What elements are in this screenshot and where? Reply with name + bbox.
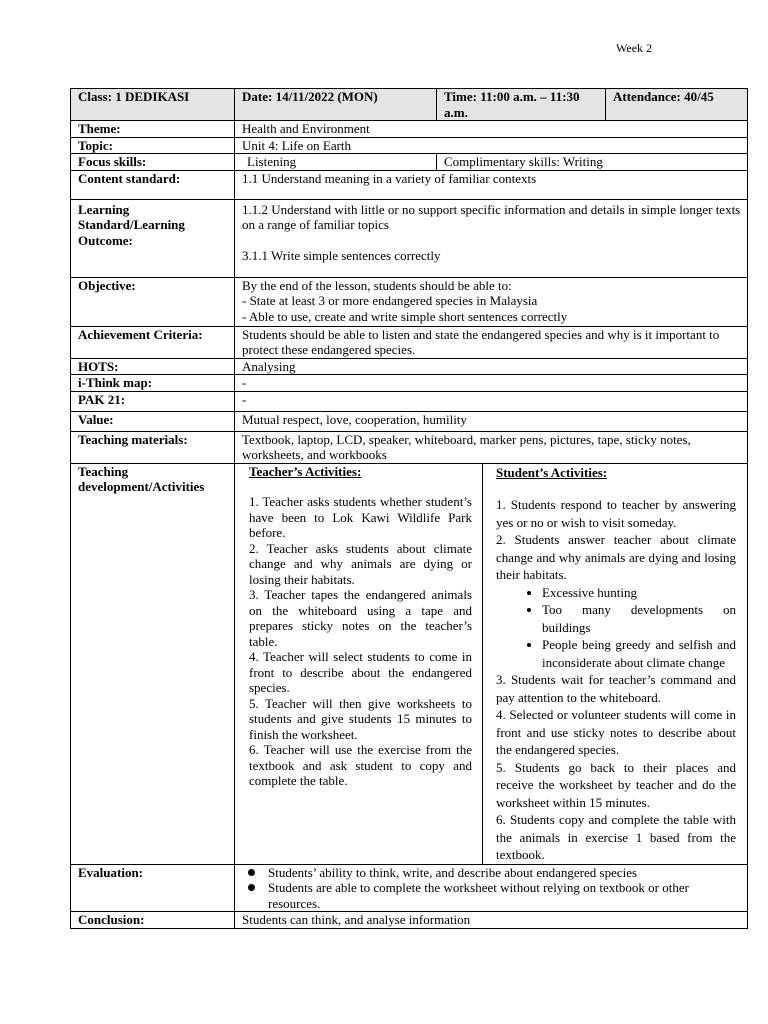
theme-label: Theme: — [71, 121, 235, 138]
complimentary-skills-value: Complimentary skills: Writing — [437, 154, 748, 171]
learning-standard-value — [235, 199, 748, 277]
evaluation-list — [242, 865, 743, 912]
achievement-criteria-label: Achievement Criteria: — [71, 326, 235, 358]
pak21-label: PAK 21: — [71, 391, 235, 411]
teacher-activity-3: 3. Teacher tapes the endangered animals on the whiteboard using a tape and prepares sticky notes on the teacher’s table. — [249, 587, 472, 649]
achievement-criteria-value: Students should be able to listen and state the endangered species and why is it important to protect these endangered species. — [235, 326, 748, 358]
evaluation-value — [235, 864, 748, 912]
teacher-activities-cell — [235, 463, 483, 864]
student-activity-5: 5. Students go back to their places and receive the worksheet by teacher and do the worksheet within 15 minutes. — [496, 759, 737, 810]
list-item: • Excessive hunting — [542, 584, 736, 602]
teacher-activity-2: 2. Teacher asks students about climate change and why animals are dying or losing their habitats. — [249, 540, 472, 587]
objective-line-2: - State at least 3 or more endangered species in Malaysia — [242, 293, 538, 308]
value-value: Mutual respect, love, cooperation, humility — [235, 411, 748, 431]
ithink-map-value: - — [235, 375, 748, 392]
student-activities-heading: Student’s Activities: — [496, 464, 608, 480]
teacher-activity-4: 4. Teacher will select students to come in front to describe about the endangered species. — [249, 649, 472, 695]
list-item: • People being greedy and selfish and inconsiderate about climate change — [542, 636, 736, 671]
student-activity-2: 2. Students answer teacher about climate change and why animals are dying and losing their habitats. — [496, 532, 737, 582]
topic-value: Unit 4: Life on Earth — [235, 137, 748, 154]
learning-standard-2: 3.1.1 Write simple sentences correctly — [242, 247, 441, 263]
theme-value: Health and Environment — [235, 121, 748, 138]
learning-standard-1: 1.1.2 Understand with little or no support specific information and details in simple longer texts on a range of familiar topics — [242, 201, 741, 232]
time-cell: Time: 11:00 a.m. – 11:30 a.m. — [437, 89, 606, 121]
objective-value — [235, 277, 748, 326]
student-activity-1: 1. Students respond to teacher by answering yes or no or wish to visit someday. — [496, 497, 737, 530]
objective-line-3: - Able to use, create and write simple short sentences correctly — [242, 308, 568, 324]
ithink-map-label: i-Think map: — [71, 375, 235, 392]
attendance-cell: Attendance: 40/45 — [606, 89, 748, 121]
teacher-activity-1: 1. Teacher asks students whether student’s have been to Lok Kawi Wildlife Park before. — [249, 494, 472, 540]
pak21-value: - — [235, 391, 748, 411]
evaluation-label: Evaluation: — [71, 864, 235, 912]
list-item: Students’ ability to think, write, and describe about endangered species — [268, 865, 743, 881]
student-activities-cell — [483, 463, 748, 864]
class-cell: Class: 1 DEDIKASI — [71, 89, 235, 121]
teacher-activities-heading: Teacher’s Activities: — [249, 463, 362, 479]
value-label: Value: — [71, 411, 235, 431]
week-label: Week 2 — [616, 41, 653, 55]
teaching-development-label: Teaching development/Activities — [71, 463, 235, 864]
teacher-activity-5: 5. Teacher will then give worksheets to students and give students 15 minutes to finish the worksheet. — [249, 695, 472, 742]
content-standard-label: Content standard: — [71, 170, 235, 199]
learning-standard-label: Learning Standard/Learning Outcome: — [71, 199, 235, 277]
student-activity-3: 3. Students wait for teacher’s command and pay attention to the whiteboard. — [496, 672, 737, 705]
student-activity-6: 6. Students copy and complete the table with the animals in exercise 1 based from the textbook. — [496, 812, 737, 862]
objective-label: Objective: — [71, 277, 235, 326]
conclusion-value: Students can think, and analyse information — [235, 912, 748, 929]
hots-label: HOTS: — [71, 358, 235, 375]
student-reasons-list — [496, 584, 736, 672]
teaching-materials-label: Teaching materials: — [71, 431, 235, 463]
topic-label: Topic: — [71, 137, 235, 154]
student-activity-4: 4. Selected or volunteer students will come in front and use sticky notes to describe about the endangered species. — [496, 707, 737, 757]
focus-skills-label: Focus skills: — [71, 154, 235, 171]
list-item: Students are able to complete the worksheet without relying on textbook or other resources. — [268, 880, 743, 911]
teacher-activity-6: 6. Teacher will use the exercise from the textbook and ask student to copy and complete the table. — [249, 742, 472, 788]
content-standard-value: 1.1 Understand meaning in a variety of familiar contexts — [235, 170, 748, 199]
date-cell: Date: 14/11/2022 (MON) — [235, 89, 437, 121]
bullet-icon — [248, 869, 255, 876]
objective-line-1: By the end of the lesson, students should be able to: — [242, 277, 512, 293]
hots-value: Analysing — [235, 358, 748, 375]
focus-skills-value: Listening — [235, 154, 437, 171]
conclusion-label: Conclusion: — [71, 912, 235, 929]
teaching-materials-value: Textbook, laptop, LCD, speaker, whiteboard, marker pens, pictures, tape, sticky notes, worksheets, and workbooks — [235, 431, 748, 463]
lesson-plan-table — [70, 88, 748, 929]
bullet-icon — [248, 884, 255, 891]
list-item: • Too many developments on buildings — [542, 601, 736, 636]
